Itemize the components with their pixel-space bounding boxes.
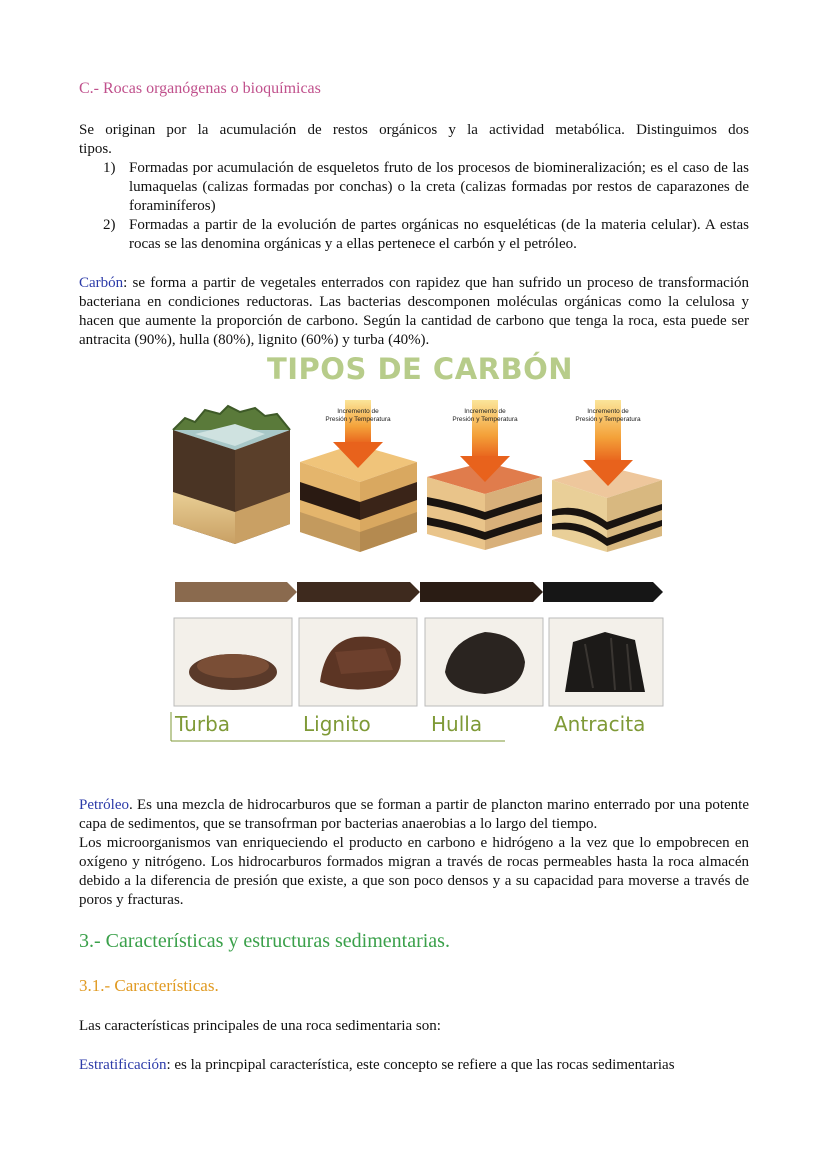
pressure-label-line1: Incremento de: [464, 408, 506, 415]
pressure-label-line2: Presión y Temperatura: [452, 416, 518, 423]
pressure-label-line2: Presión y Temperatura: [325, 416, 391, 423]
coal-label-turba: Turba: [175, 712, 231, 736]
list-item: [103, 159, 749, 216]
pressure-label-3: [558, 408, 658, 424]
coal-label-antracita: Antracita: [554, 712, 646, 736]
figure-title: TIPOS DE CARBÓN: [266, 352, 574, 386]
list-item-text: Formadas a partir de la evolución de partes orgánicas no esqueléticas (de la materia celular). A estas rocas se las denomina orgánicas y a ellas pertenece el carbón y el petróleo.: [129, 217, 749, 252]
petroleo-text-1: . Es una mezcla de hidrocarburos que se forman a partir de plancton marino enterrado por una potente capa de sedimentos, que se transofrman por bacterias anaerobias a lo largo del tiempo.: [79, 797, 749, 832]
list-item-number: 1): [103, 160, 116, 176]
pressure-label-line2: Presión y Temperatura: [575, 416, 641, 423]
section-heading-c: C.- Rocas organógenas o bioquímicas: [79, 80, 321, 97]
characteristics-intro: Las características principales de una roca sedimentaria son:: [79, 1018, 441, 1034]
petroleo-paragraph: [79, 796, 749, 910]
subsection-heading-3-1: 3.1.- Características.: [79, 976, 219, 995]
pressure-label-2: [435, 408, 535, 424]
pressure-label-1: [308, 408, 408, 424]
carbon-term: Carbón: [79, 275, 124, 291]
estratificacion-paragraph: [79, 1056, 749, 1075]
coal-label-hulla: Hulla: [431, 712, 483, 736]
progression-arrows: [175, 582, 663, 602]
pressure-label-line1: Incremento de: [337, 408, 379, 415]
estratificacion-text: : es la princpipal característica, este concepto se refiere a que las rocas sedimentarias: [166, 1057, 675, 1073]
coal-label-lignito: Lignito: [303, 712, 371, 736]
petroleo-text-2: Los microorganismos van enriqueciendo el producto en carbono e hidrógeno a la vez que lo empobrecen en oxígeno y nitrógeno. Los hidrocarburos formados migran a través de rocas permeables hasta la roca almacén debido a la diferencia de presión que existe, a que son poco densos y a su capacidad para moverse a través de poros y fracturas.: [79, 835, 749, 908]
intro-line-1: Se originan por la acumulación de restos orgánicos y la actividad metabólica. Distinguimos dos: [79, 122, 749, 138]
carbon-text: : se forma a partir de vegetales enterrados con rapidez que han sufrido un proceso de transformación bacteriana en condiciones reductoras. Las bacterias descomponen moléculas orgánicas como la celulosa y hacen que aumente la proporción de carbono. Según la cantidad de carbono que tenga la roca, esta puede ser antracita (90%), hulla (80%), lignito (60%) y turba (40%).: [79, 275, 749, 348]
peat-block: [173, 406, 290, 544]
pressure-label-line1: Incremento de: [587, 408, 629, 415]
list-item-number: 2): [103, 217, 116, 233]
section-heading-3: 3.- Características y estructuras sedimentarias.: [79, 930, 450, 952]
organic-rock-list: [103, 159, 749, 254]
list-item-text: Formadas por acumulación de esqueletos fruto de los procesos de biomineralización; es el caso de las lumaquelas (calizas formadas por conchas) o la creta (calizas formadas por restos de caparazones de foraminíferos): [129, 160, 749, 214]
coal-types-figure: [165, 352, 675, 747]
coal-sample-photos: [174, 618, 663, 706]
estratificacion-term: Estratificación: [79, 1057, 167, 1073]
carbon-paragraph: [79, 274, 749, 350]
intro-line-2: tipos.: [79, 141, 112, 157]
list-item: [103, 216, 749, 254]
intro-paragraph: [79, 121, 749, 159]
petroleo-term: Petróleo: [79, 797, 129, 813]
